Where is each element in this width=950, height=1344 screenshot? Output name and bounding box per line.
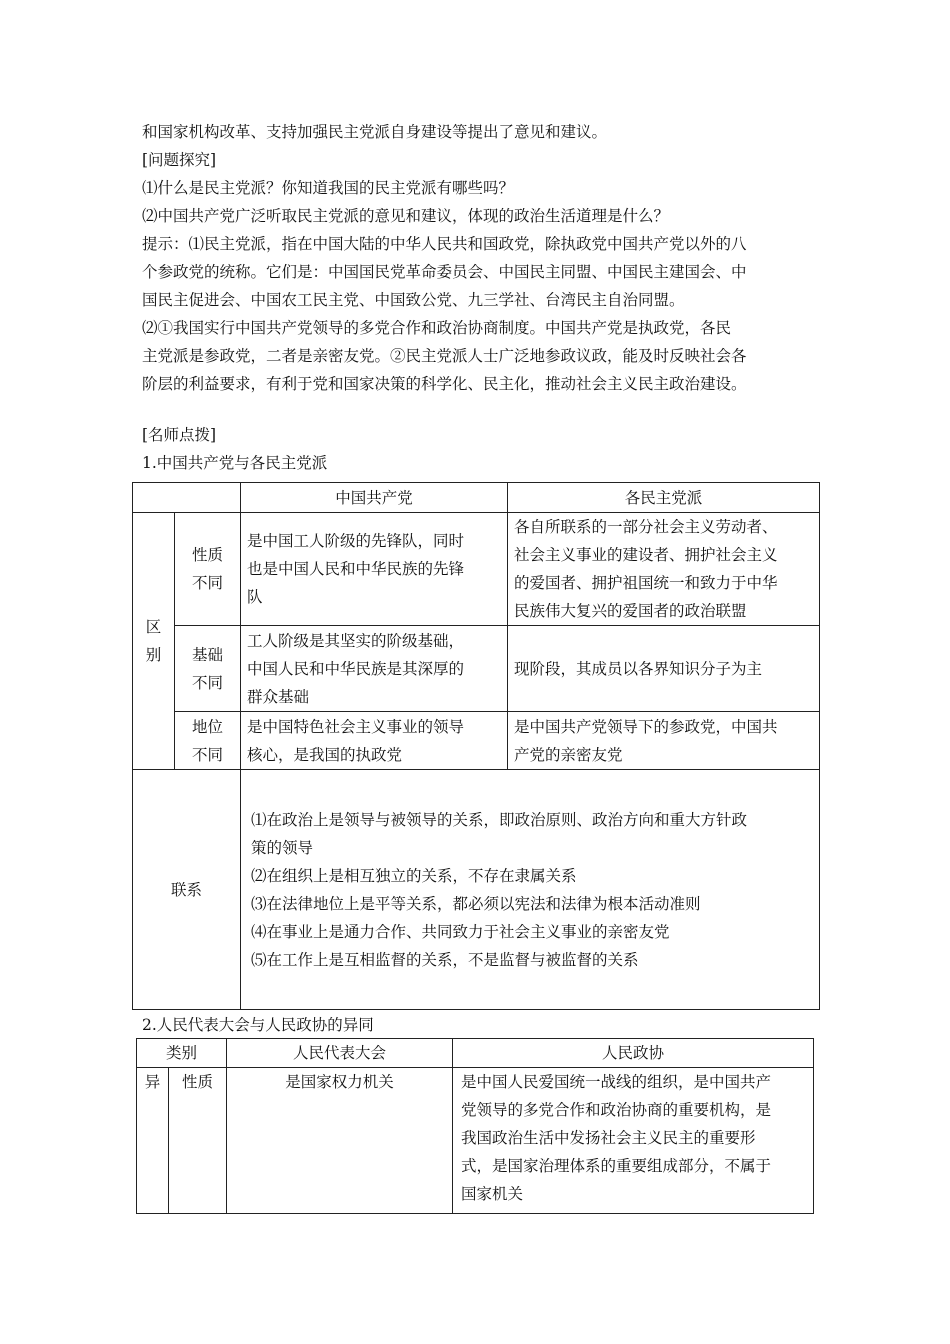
hint-line: 国民主促进会、中国农工民主党、中国致公党、九三学社、台湾民主自治同盟。 (142, 291, 685, 309)
relation-item: ⑷在事业上是通力合作、共同致力于社会主义事业的亲密友党 (251, 922, 670, 941)
relation-item: ⑸在工作上是互相监督的关系，不是监督与被监督的关系 (251, 950, 639, 969)
header-cppcc: 人民政协 (453, 1039, 814, 1068)
header-npc: 人民代表大会 (227, 1039, 453, 1068)
header-type: 类别 (137, 1039, 227, 1068)
cell-parties-nature: 各自所联系的一部分社会主义劳动者、 社会主义事业的建设者、拥护社会主义 的爱国者、拥护祖国统一和致力于中华 民族伟大复兴的爱国者的政治联盟 (508, 513, 820, 626)
row-label-nature: 性质 不同 (175, 513, 241, 626)
relation-item: 策的领导 (251, 838, 314, 857)
comparison-table-cpc-parties (132, 482, 820, 1010)
relation-content (241, 770, 820, 1010)
row-label-status: 地位 不同 (175, 712, 241, 770)
relation-label: 联系 (133, 770, 241, 1010)
question-1: ⑴什么是民主党派？你知道我国的民主党派有哪些吗？ (142, 179, 515, 197)
relation-item: ⑴在政治上是领导与被领导的关系，即政治原则、政治方向和重大方针政 (251, 810, 748, 829)
header-parties: 各民主党派 (508, 483, 820, 513)
section-heading: [名师点拨] (142, 426, 217, 444)
comparison-table-npc-cppcc (136, 1038, 814, 1214)
cell-cpc-status: 是中国特色社会主义事业的领导 核心，是我国的执政党 (241, 712, 508, 770)
cell-parties-basis: 现阶段，其成员以各界知识分子为主 (508, 626, 820, 712)
header-empty-cell (133, 483, 241, 513)
text-line: 和国家机构改革、支持加强民主党派自身建设等提出了意见和建议。 (142, 123, 608, 141)
relation-item: ⑵在组织上是相互独立的关系，不存在隶属关系 (251, 866, 577, 885)
header-cpc: 中国共产党 (241, 483, 508, 513)
cell-cpc-nature: 是中国工人阶级的先锋队，同时 也是中国人民和中华民族的先锋 队 (241, 513, 508, 626)
section-title: 1.中国共产党与各民主党派 (142, 454, 328, 472)
hint-line: 主党派是参政党，二者是亲密友党。②民主党派人士广泛地参政议政，能及时反映社会各 (142, 347, 747, 365)
question-2: ⑵中国共产党广泛听取民主党派的意见和建议，体现的政治生活道理是什么？ (142, 207, 670, 225)
cell-parties-status: 是中国共产党领导下的参政党，中国共 产党的亲密友党 (508, 712, 820, 770)
row-label-nature: 性质 (169, 1068, 227, 1214)
cell-npc-nature: 是国家权力机关 (227, 1068, 453, 1214)
hint-line: ⑵①我国实行中国共产党领导的多党合作和政治协商制度。中国共产党是执政党，各民 (142, 319, 732, 337)
section-heading: [问题探究] (142, 151, 217, 169)
hint-line: 阶层的利益要求，有利于党和国家决策的科学化、民主化，推动社会主义民主政治建设。 (142, 375, 747, 393)
difference-label: 区 别 (133, 513, 175, 770)
relation-item: ⑶在法律地位上是平等关系，都必须以宪法和法律为根本活动准则 (251, 894, 701, 913)
cell-cppcc-nature: 是中国人民爱国统一战线的组织，是中国共产 党领导的多党合作和政治协商的重要机构，是 我国政治生活中发扬社会主义民主的重要形 式，是国家治理体系的重要组成部分，不属于 国家机关 (453, 1068, 814, 1214)
hint-line: 个参政党的统称。它们是：中国国民党革命委员会、中国民主同盟、中国民主建国会、中 (142, 263, 747, 281)
cell-cpc-basis: 工人阶级是其坚实的阶级基础， 中国人民和中华民族是其深厚的 群众基础 (241, 626, 508, 712)
difference-label: 异 (137, 1068, 169, 1214)
row-label-basis: 基础 不同 (175, 626, 241, 712)
section-title: 2.人民代表大会与人民政协的异同 (142, 1016, 374, 1034)
hint-line: 提示：⑴民主党派，指在中国大陆的中华人民共和国政党，除执政党中国共产党以外的八 (142, 235, 747, 253)
